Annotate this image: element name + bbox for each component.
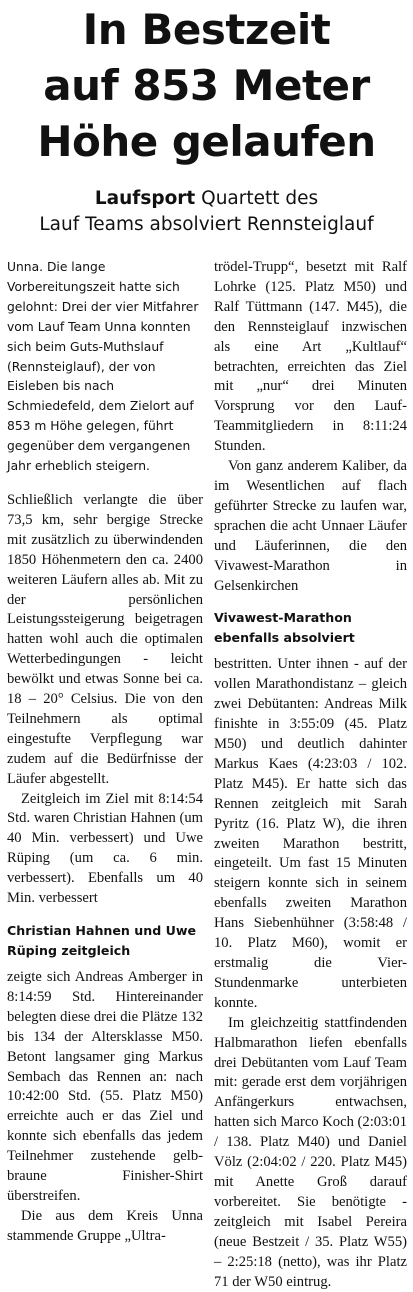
body-paragraph: Zeitgleich im Ziel mit 8:14:54 Std. waren Christian Hahnen (um 40 Min. verbessert) und Uwe Rüping (um ca. 6 min. verbessert). Ebenfalls um 40 Min. verbessert	[7, 790, 203, 907]
lead-paragraph: Unna. Die lange Vorbereitungszeit hatte sich gelohnt: Drei der vier Mitfahrer vom Lauf Team Unna konnten sich beim Guts-Muthslauf (Rennsteiglauf), der von Eisleben bis nach Schmiedefeld, dem Zielort auf 853 m Höhe gelegen, führt gegenüber dem vergangenen Jahr erheblich steigern.	[7, 260, 199, 474]
subline-text: Quartett des	[195, 188, 319, 209]
left-column	[7, 258, 203, 1247]
subheading: Christian Hahnen und Uwe Rüping zeitgleich	[7, 923, 197, 958]
subline-text-line-2: Lauf Teams absolviert Rennsteiglauf	[39, 214, 374, 235]
headline-line-1: In Bestzeit	[82, 5, 331, 54]
body-paragraph: Im gleichzeitig stattfindenden Halbmarathon liefen ebenfalls drei Debütanten vom Lauf Team mit: gerade erst dem vorjährigen Anfängerkurs entwachsen, hatten sich Marco Koch (2:03:01 / 138. Platz M40) und Daniel Völz (2:04:02 / 220. Platz M45) mit Anette Groß darauf vorbereitet. Sie benötigte - zeitgleich mit Isabel Pereira (neue Bestzeit / 35. Platz W55) – 2:25:18 (netto), was ihr Platz 71 der W50 eintrug.	[214, 1014, 407, 1290]
body-paragraph: bestritten. Unter ihnen - auf der vollen Marathondistanz – gleich zwei Debütanten: Andreas Milk finishte in 3:55:09 (45. Platz M50) und deutlich dahinter Markus Kaes (4:23:03 / 102. Platz M45). Er hatte sich das Rennen zeitgleich mit Sarah Pyritz (16. Platz W), die ihren zweiten Marathon bestritt, eingeteilt. Um fast 15 Minuten steigern konnte sich in seinem ebenfalls zweiten Marathon Hans Siebenhühner (3:58:48 / 10. Platz M60), womit er erstmalig die Vier-Stundenmarke unterbieten konnte.	[214, 656, 407, 1011]
article-headline	[0, 2, 413, 170]
body-paragraph: Die aus dem Kreis Unna stammende Gruppe „Ultra-	[7, 1207, 203, 1244]
headline-line-2: auf 853 Meter	[43, 61, 370, 110]
headline-line-3: Höhe gelaufen	[37, 117, 376, 166]
article-subline	[0, 186, 413, 238]
subline-kicker: Laufsport	[94, 188, 196, 209]
right-column	[214, 258, 407, 1292]
subheading: Vivawest-Marathon ebenfalls absolviert	[214, 610, 355, 645]
body-paragraph: zeigte sich Andreas Amberger in 8:14:59 Std. Hintereinander belegten diese drei die Plätze 132 bis 134 der Altersklasse M50. Betont langsamer ging Markus Sembach das Rennen an: nach 10:42:00 Std. (55. Platz M50) erreichte auch er das Ziel und konnte sich ebenfalls das jedem Teilnehmer zustehende gelb-braune Finisher-Shirt überstreifen.	[7, 969, 203, 1204]
body-paragraph: Schließlich verlangte die über 73,5 km, sehr bergige Strecke mit zusätzlich zu überwindenden 1850 Höhenmetern den ca. 2400 weiteren Läufern alles ab. Mit zu der persönlichen Leistungssteigerung beigetragen hatten wohl auch die optimalen Wetterbedingungen - leicht bewölkt und etwas Sonne bei ca. 18 – 20° Celsius. Die von den Teilnehmern als optimal eingestufte Verpflegung war zudem auf die Bedürfnisse der Läufer abgestellt.	[7, 491, 203, 787]
body-paragraph: trödel-Trupp“, besetzt mit Ralf Lohrke (125. Platz M50) und Ralf Tüttmann (147. M45), die den Rennsteiglauf inzwischen als eine Art „Kultlauf“ betrachten, erreichten das Ziel mit „nur“ drei Minuten Vorsprung vor den Lauf-Teammitgliedern in 8:11:24 Stunden.	[214, 259, 407, 455]
body-paragraph: Von ganz anderem Kaliber, da im Wesentlichen auf flach geführter Strecke zu laufen war, sprachen die acht Unnaer Läufer und Läuferinnen, die den Vivawest-Marathon in Gelsenkirchen	[214, 458, 407, 594]
